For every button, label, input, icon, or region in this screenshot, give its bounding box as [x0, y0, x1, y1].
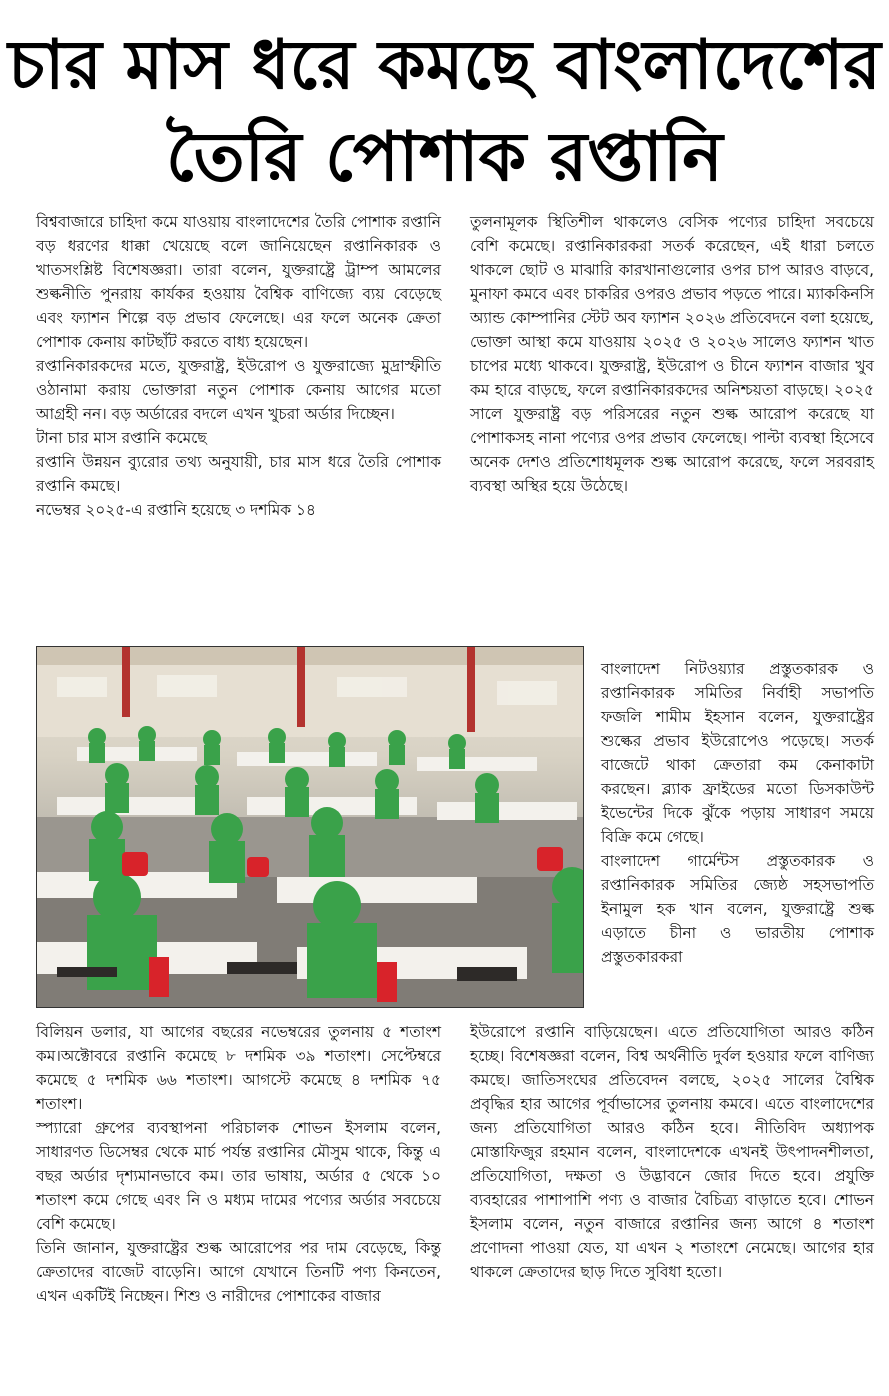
article-column-right-middle — [601, 657, 874, 969]
article-column-left-top — [36, 210, 441, 522]
subheading: টানা চার মাস রপ্তানি কমেছে — [36, 429, 207, 447]
paragraph: নভেম্বর ২০২৫-এ রপ্তানি হয়েছে ৩ দশমিক ১৪ — [36, 501, 316, 519]
paragraph: স্প্যারো গ্রুপের ব্যবস্থাপনা পরিচালক শোভন ইসলাম বলেন, সাধারণত ডিসেম্বর থেকে মার্চ পর্যন্ত রপ্তানির মৌসুম থাকে, কিন্তু এ বছর অর্ডার দৃশ্যমানভাবে কম। তার ভাষায়, অর্ডার ৫ থেকে ১০ শতাংশ কমে গেছে এবং নি ও মধ্যম দামের পণ্যের অর্ডার সবচেয়ে বেশি কমেছে। — [36, 1119, 441, 1233]
paragraph: তিনি জানান, যুক্তরাষ্ট্রের শুল্ক আরোপের পর দাম বেড়েছে, কিন্তু ক্রেতাদের বাজেট বাড়েনি। আগে যেখানে তিনটি পণ্য কিনতেন, এখন একটিই নিচ্ছেন। শিশু ও নারীদের পোশাকের বাজার — [36, 1239, 441, 1305]
paragraph: বিলিয়ন ডলার, যা আগের বছরের নভেম্বরের তুলনায় ৫ শতাংশ কম।অক্টোবরে রপ্তানি কমেছে ৮ দশমিক ৩৯ শতাংশ। সেপ্টেম্বরে কমেছে ৫ দশমিক ৬৬ শতাংশ। আগস্টে কমেছে ৪ দশমিক ৭৫ শতাংশ। — [36, 1023, 441, 1113]
garment-factory-photo — [36, 646, 584, 1008]
paragraph: রপ্তানিকারকদের মতে, যুক্তরাষ্ট্র, ইউরোপ ও যুক্তরাজ্যে মুদ্রাস্ফীতি ওঠানামা করায় ভোক্তারা নতুন পোশাক কেনায় আগের মতো আগ্রহী নন। বড় অর্ডারের বদলে এখন খুচরা অর্ডার দিচ্ছেন। — [36, 357, 441, 423]
paragraph: ইউরোপে রপ্তানি বাড়িয়েছেন। এতে প্রতিযোগিতা আরও কঠিন হচ্ছে। বিশেষজ্ঞরা বলেন, বিশ্ব অর্থনীতি দুর্বল হওয়ার ফলে বাণিজ্য কমছে। জাতিসংঘের প্রতিবেদন বলছে, ২০২৫ সালের বৈশ্বিক প্রবৃদ্ধির হার আগের পূর্বাভাসের তুলনায় কমবে। এতে বাংলাদেশের জন্য প্রতিযোগিতা আরও কঠিন হবে। নীতিবিদ অধ্যাপক মোস্তাফিজুর রহমান বলেন, বাংলাদেশকে এখনই উৎপাদনশীলতা, প্রতিযোগিতা, দক্ষতা ও উদ্ভাবনে জোর দিতে হবে। প্রযুক্তি ব্যবহারের পাশাপাশি পণ্য ও বাজার বৈচিত্র্য বাড়াতে হবে। শোভন ইসলাম বলেন, নতুন বাজারে রপ্তানির জন্য আগে ৪ শতাংশ প্রণোদনা পাওয়া যেত, যা এখন ২ শতাংশে নেমেছে। আগের হার থাকলে ক্রেতাদের ছাড় দিতে সুবিধা হতো। — [470, 1023, 874, 1281]
factory-floor-illustration — [37, 647, 584, 1008]
paragraph: রপ্তানি উন্নয়ন ব্যুরোর তথ্য অনুযায়ী, চার মাস ধরে তৈরি পোশাক রপ্তানি কমছে। — [36, 453, 441, 495]
headline-line-2: তৈরি পোশাক রপ্তানি — [166, 118, 723, 197]
article-column-right-bottom — [470, 1020, 874, 1284]
headline — [0, 18, 889, 206]
paragraph: বাংলাদেশ গার্মেন্টস প্রস্তুতকারক ও রপ্তানিকারক সমিতির জ্যেষ্ঠ সহসভাপতি ইনামুল হক খান বলেন, যুক্তরাষ্ট্রে শুল্ক এড়াতে চীনা ও ভারতীয় পোশাক প্রস্তুতকারকরা — [601, 852, 874, 966]
article-column-right-top — [470, 210, 874, 498]
article-column-left-bottom — [36, 1020, 441, 1308]
headline-line-1: চার মাস ধরে কমছে বাংলাদেশের — [8, 26, 881, 105]
paragraph: তুলনামূলক স্থিতিশীল থাকলেও বেসিক পণ্যের চাহিদা সবচেয়ে বেশি কমেছে। রপ্তানিকারকরা সতর্ক করেছেন, এই ধারা চলতে থাকলে ছোট ও মাঝারি কারখানাগুলোর ওপর চাপ আরও বাড়বে, মুনাফা কমবে এবং চাকরির ওপরও প্রভাব পড়তে পারে। ম্যাককিনসি অ্যান্ড কোম্পানির স্টেট অব ফ্যাশন ২০২৬ প্রতিবেদনে বলা হয়েছে, ভোক্তা আস্থা কমে যাওয়ায় ২০২৫ ও ২০২৬ সালেও ফ্যাশন খাত চাপের মধ্যে থাকবে। যুক্তরাষ্ট্র, ইউরোপ ও চীনে ফ্যাশন বাজার খুব কম হারে বাড়ছে, ফলে রপ্তানিকারকদের অনিশ্চয়তা বাড়ছে। ২০২৫ সালে যুক্তরাষ্ট্র বড় পরিসরের নতুন শুল্ক আরোপ করেছে যা পোশাকসহ নানা পণ্যের ওপর প্রভাব ফেলেছে। পাল্টা ব্যবস্থা হিসেবে অনেক দেশও প্রতিশোধমূলক শুল্ক আরোপ করেছে, ফলে সরবরাহ ব্যবস্থা অস্থির হয়ে উঠেছে। — [470, 213, 874, 495]
paragraph: বিশ্ববাজারে চাহিদা কমে যাওয়ায় বাংলাদেশের তৈরি পোশাক রপ্তানি বড় ধরণের ধাক্কা খেয়েছে বলে জানিয়েছেন রপ্তানিকারক ও খাতসংশ্লিষ্ট বিশেষজ্ঞরা। তারা বলেন, যুক্তরাষ্ট্রে ট্রাম্প আমলের শুল্কনীতি পুনরায় কার্যকর হওয়ায় বৈশ্বিক বাণিজ্যে ব্যয় বেড়েছে এবং ফ্যাশন শিল্পে বড় প্রভাব ফেলেছে। এর ফলে অনেক ক্রেতা পোশাক কেনায় কাটছাঁট করতে বাধ্য হয়েছেন। — [36, 213, 441, 351]
paragraph: বাংলাদেশ নিটওয়্যার প্রস্তুতকারক ও রপ্তানিকারক সমিতির নির্বাহী সভাপতি ফজলি শামীম ইহসান বলেন, যুক্তরাষ্ট্রের শুল্কের প্রভাব ইউরোপেও পড়েছে। সতর্ক বাজেটে থাকা ক্রেতারা কম কেনাকাটা করছেন। ব্ল্যাক ফ্রাইডের মতো ডিসকাউন্ট ইভেন্টের দিকে ঝুঁকে পড়ায় সাধারণ সময়ে বিক্রি কমে গেছে। — [601, 660, 874, 846]
